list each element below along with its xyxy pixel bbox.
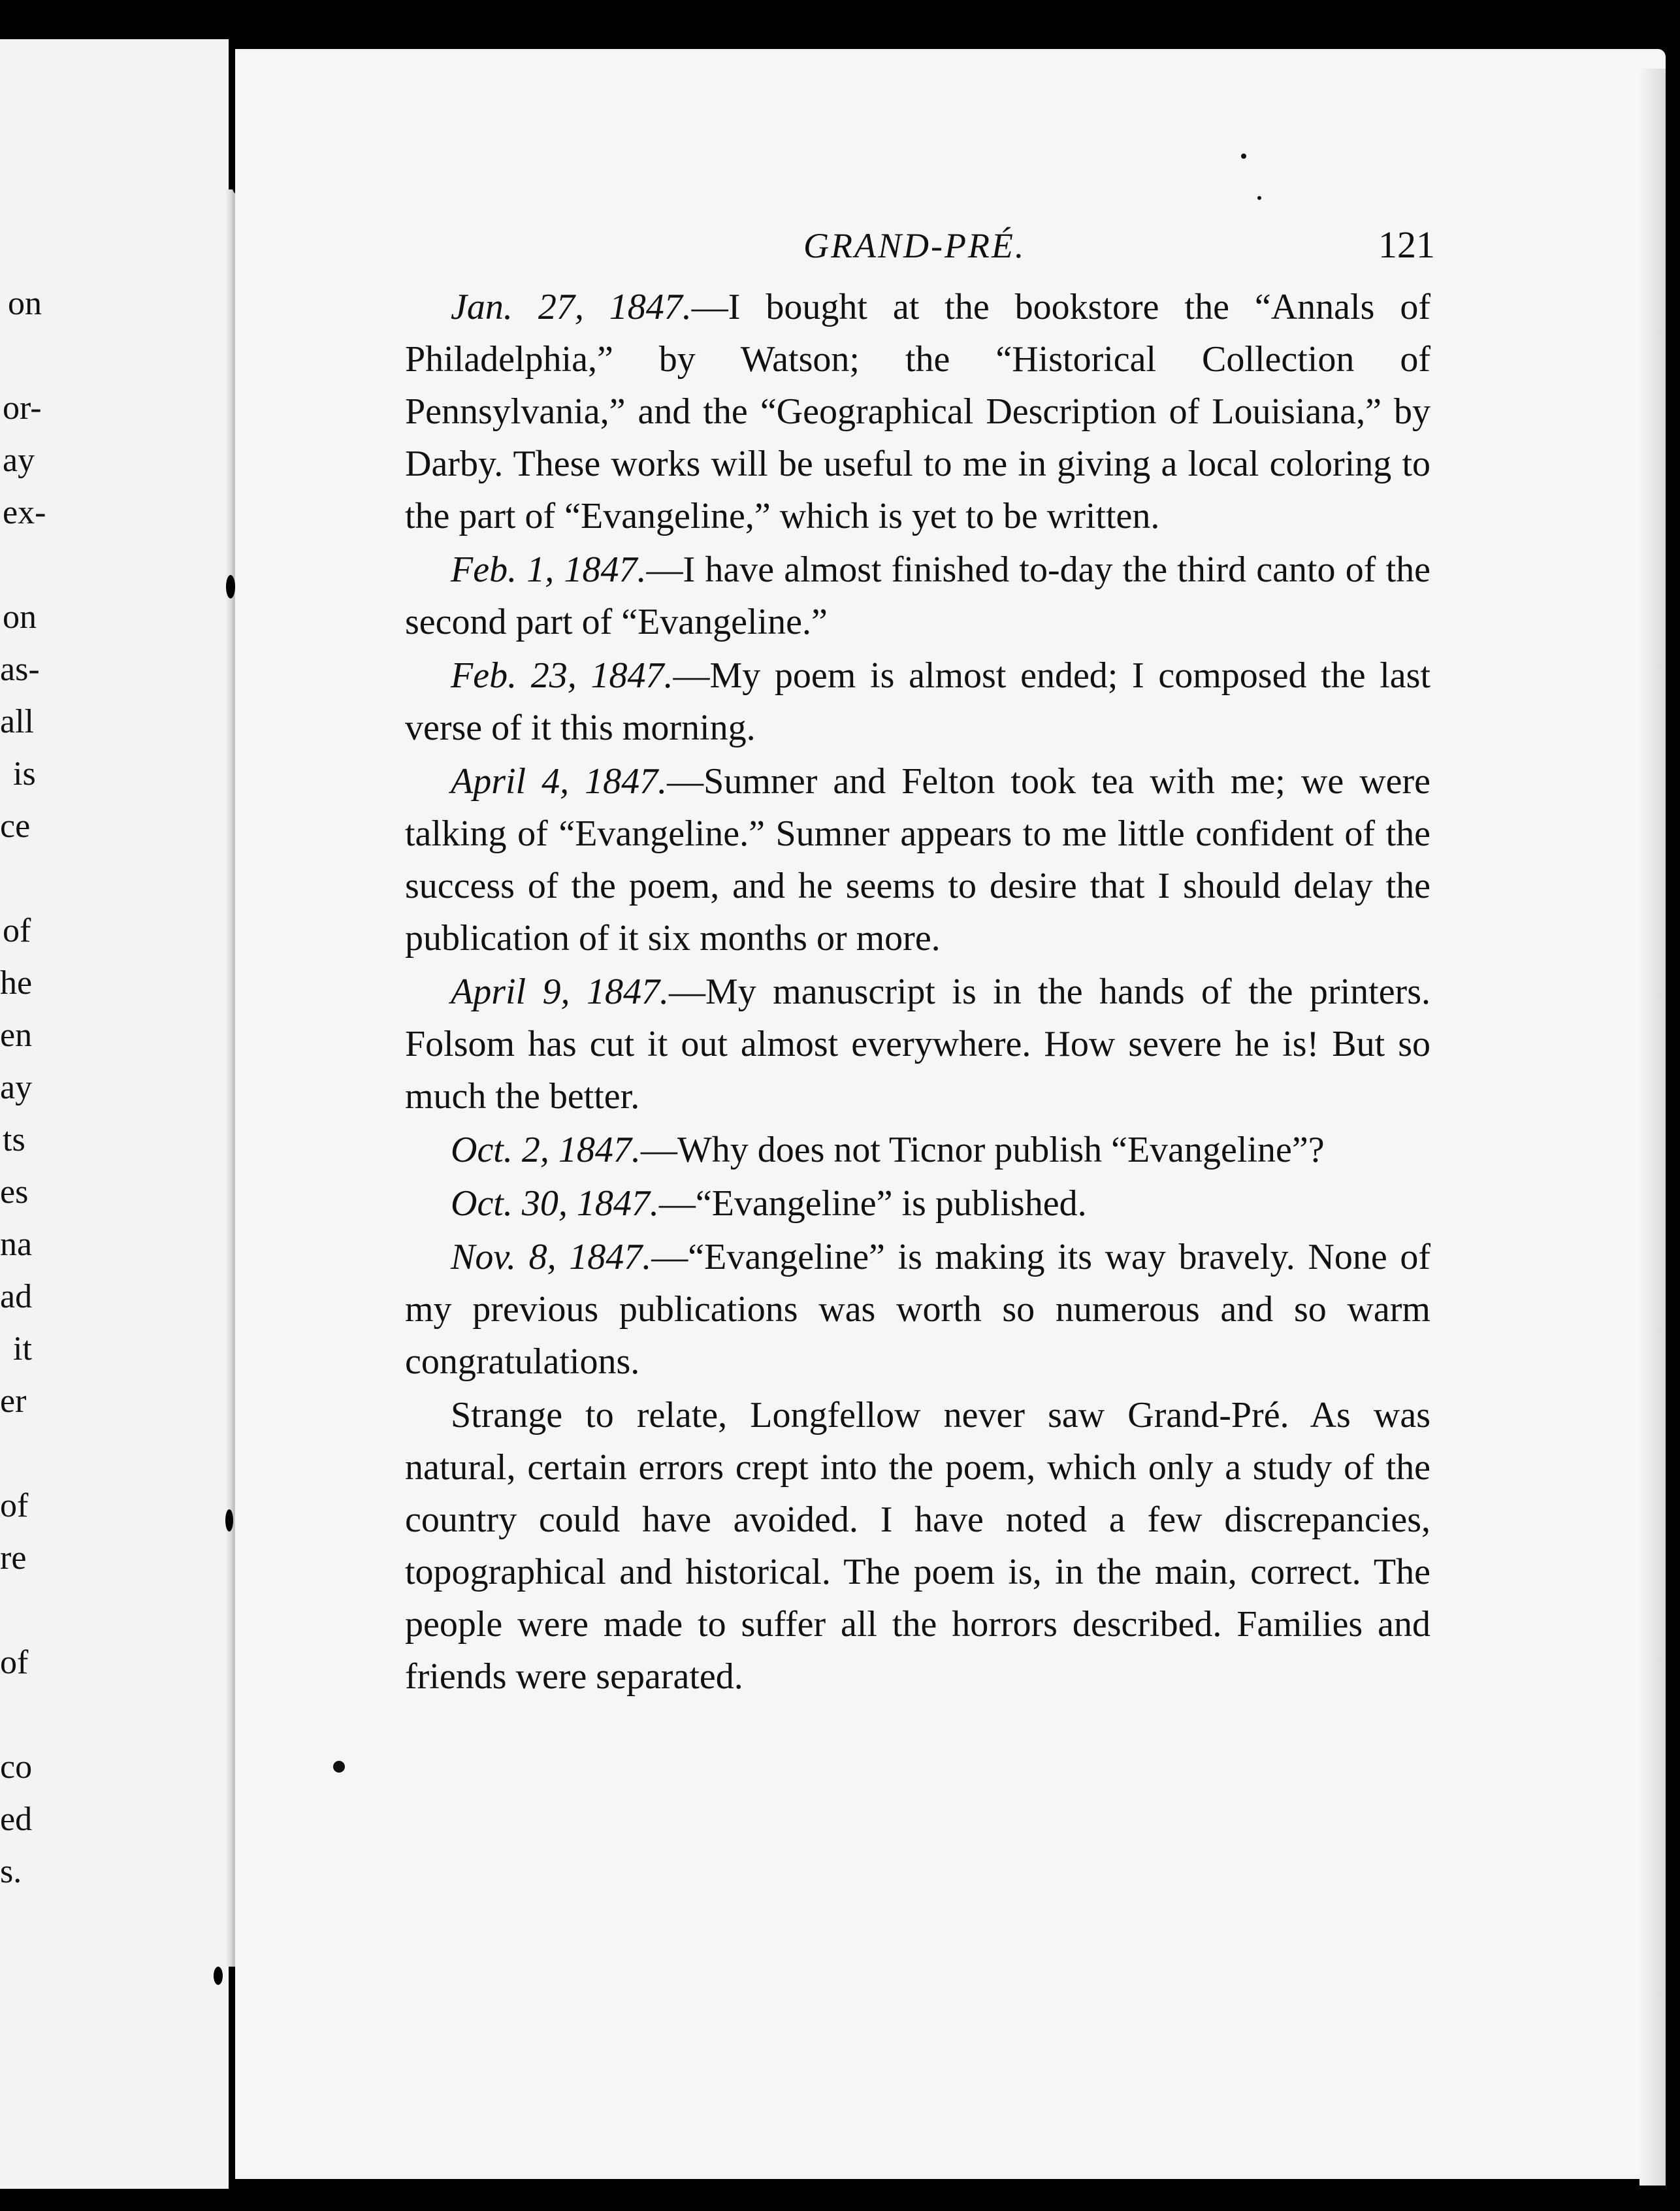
left-fragment: ay (0, 1069, 33, 1106)
entry-date: Jan. 27, 1847. (451, 287, 692, 327)
entry-date: April 9, 1847. (451, 972, 669, 1012)
entry-text: —“Evangeline” is making its way bravely. None of my previous publications was worth so numerous and so warm congratulations. (405, 1237, 1430, 1382)
left-fragment: or- (3, 389, 42, 427)
entry-text: —My manuscript is in the hands of the printers. Folsom has cut it out almost everywhere. How severe he is! But so much the better. (405, 972, 1430, 1117)
page-number: 121 (1378, 223, 1435, 266)
entry-date: Feb. 1, 1847. (451, 549, 647, 590)
gutter-mark (214, 1967, 223, 1985)
left-fragment: as- (0, 651, 40, 688)
left-fragment: re (0, 1539, 27, 1577)
journal-text (405, 281, 1430, 1704)
print-speck (1257, 196, 1261, 200)
closing-paragraph: Strange to relate, Longfellow never saw Grand-Pré. As was natural, certain errors crept into the poem, which only a study of the country could have avoided. I have noted a few discrepancies, topographical and historical. The poem is, in the main, correct. The people were made to suffer all the horrors described. Families and friends were separated. (405, 1395, 1430, 1697)
right-page (235, 49, 1666, 2179)
entry-date: Nov. 8, 1847. (451, 1237, 652, 1277)
entry-text: —Sumner and Felton took tea with me; we were talking of “Evangeline.” Sumner appears to me little confident of the success of the poem, and he seems to desire that I should delay the publication of it six months or more. (405, 761, 1430, 958)
running-head-title: GRAND-PRÉ. (803, 226, 1026, 265)
left-fragment: on (3, 598, 37, 636)
entry-date: April 4, 1847. (451, 761, 668, 802)
print-speck (1241, 154, 1246, 159)
left-fragment: ay (3, 442, 35, 479)
entry-text: —“Evangeline” is published. (658, 1183, 1087, 1224)
left-fragment: er (0, 1383, 27, 1420)
left-fragment: na (0, 1226, 33, 1263)
left-fragment: es (0, 1173, 29, 1211)
journal-entry (405, 281, 1430, 542)
gutter-mark (225, 1509, 233, 1531)
left-fragment: of (0, 1487, 29, 1524)
left-page-text-fragments (0, 39, 98, 2189)
left-fragment: he (0, 964, 33, 1002)
journal-entry (405, 1231, 1430, 1388)
entry-date: Oct. 30, 1847. (451, 1183, 659, 1224)
journal-entry (405, 544, 1430, 648)
journal-entry (405, 1177, 1430, 1230)
left-fragment: all (0, 703, 34, 740)
left-fragment: s. (0, 1853, 22, 1890)
page-edge (1640, 69, 1666, 2186)
left-fragment: ex- (3, 494, 46, 531)
left-fragment: of (3, 912, 31, 949)
left-fragment: co (0, 1748, 33, 1786)
left-fragment: it (13, 1330, 32, 1368)
entry-text: —I have almost finished to-day the third canto of the second part of “Evangeline.” (405, 549, 1431, 642)
left-fragment: ce (0, 808, 31, 845)
left-page (0, 39, 229, 2189)
journal-entry (405, 649, 1430, 754)
entry-text: —Why does not Ticnor publish “Evangeline”? (640, 1130, 1325, 1170)
entry-date: Oct. 2, 1847. (451, 1130, 641, 1170)
journal-entry (405, 755, 1430, 964)
left-fragment: ed (0, 1801, 33, 1838)
journal-entry (405, 966, 1430, 1122)
journal-entry (405, 1124, 1430, 1176)
left-fragment: on (8, 285, 42, 322)
entry-text: —My poem is almost ended; I composed the last verse of it this morning. (405, 655, 1431, 748)
entry-text: —I bought at the bookstore the “Annals of Philadelphia,” by Watson; the “Historical Collection of Pennsylvania,” and the “Geographical Description of Louisiana,” by Darby. These works will be useful to me in giving a local coloring to the part of “Evangeline,” which is yet to be written. (405, 287, 1430, 536)
print-speck (333, 1761, 345, 1773)
left-fragment: ts (3, 1121, 25, 1158)
left-fragment: ad (0, 1278, 33, 1315)
left-fragment: of (0, 1644, 29, 1681)
entry-date: Feb. 23, 1847. (451, 655, 673, 696)
left-fragment: is (13, 755, 36, 793)
running-head (235, 206, 1666, 278)
gutter-mark (226, 575, 235, 598)
left-fragment: en (0, 1017, 33, 1054)
